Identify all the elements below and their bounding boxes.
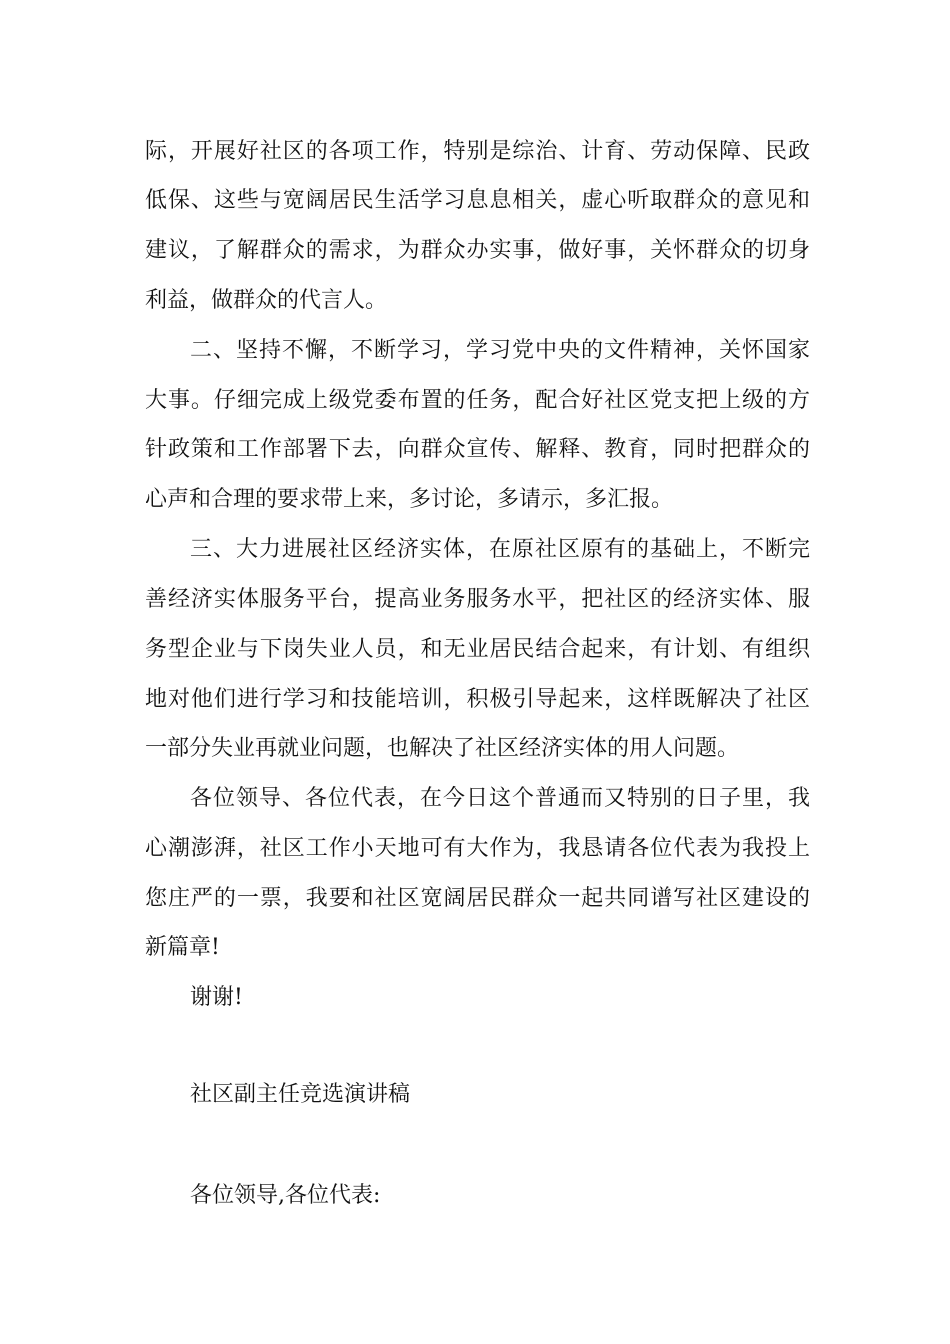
paragraph-2-line-2: 大事。仔细完成上级党委布置的任务，配合好社区党支把上级的方: [145, 388, 810, 413]
paragraph-1-line-1: 际，开展好社区的各项工作，特别是综治、计育、劳动保障、民政: [145, 139, 810, 164]
paragraph-1-line-4: 利益，做群众的代言人。: [145, 288, 388, 313]
paragraph-1-line-2: 低保、这些与宽阔居民生活学习息息相关，虚心听取群众的意见和: [145, 188, 810, 213]
paragraph-1-line-3: 建议，了解群众的需求，为群众办实事，做好事，关怀群众的切身: [145, 238, 810, 263]
paragraph-3-line-1: 三、大力进展社区经济实体，在原社区原有的基础上，不断完: [190, 537, 810, 562]
salutation: 各位领导,各位代表:: [190, 1183, 381, 1208]
paragraph-3-line-3: 务型企业与下岗失业人员，和无业居民结合起来，有计划、有组织: [145, 637, 810, 662]
paragraph-4-line-4: 新篇章!: [145, 935, 220, 960]
paragraph-3-line-5: 一部分失业再就业问题，也解决了社区经济实体的用人问题。: [145, 736, 740, 761]
paragraph-4-line-3: 您庄严的一票，我要和社区宽阔居民群众一起共同谱写社区建设的: [145, 886, 810, 911]
paragraph-3-line-2: 善经济实体服务平台，提高业务服务水平，把社区的经济实体、服: [145, 587, 810, 612]
paragraph-4-line-1: 各位领导、各位代表，在今日这个普通而又特别的日子里，我: [190, 786, 810, 811]
closing-thanks: 谢谢!: [190, 985, 243, 1010]
paragraph-2-line-3: 针政策和工作部署下去，向群众宣传、解释、教育，同时把群众的: [145, 437, 810, 462]
paragraph-3-line-4: 地对他们进行学习和技能培训，积极引导起来，这样既解决了社区: [145, 687, 810, 712]
paragraph-2-line-1: 二、坚持不懈，不断学习，学习党中央的文件精神，关怀国家: [190, 338, 810, 363]
paragraph-2-line-4: 心声和合理的要求带上来，多讨论，多请示，多汇报。: [145, 487, 674, 512]
paragraph-4-line-2: 心潮澎湃，社区工作小天地可有大作为，我恳请各位代表为我投上: [145, 836, 810, 861]
document-title: 社区副主任竞选演讲稿: [190, 1082, 411, 1107]
